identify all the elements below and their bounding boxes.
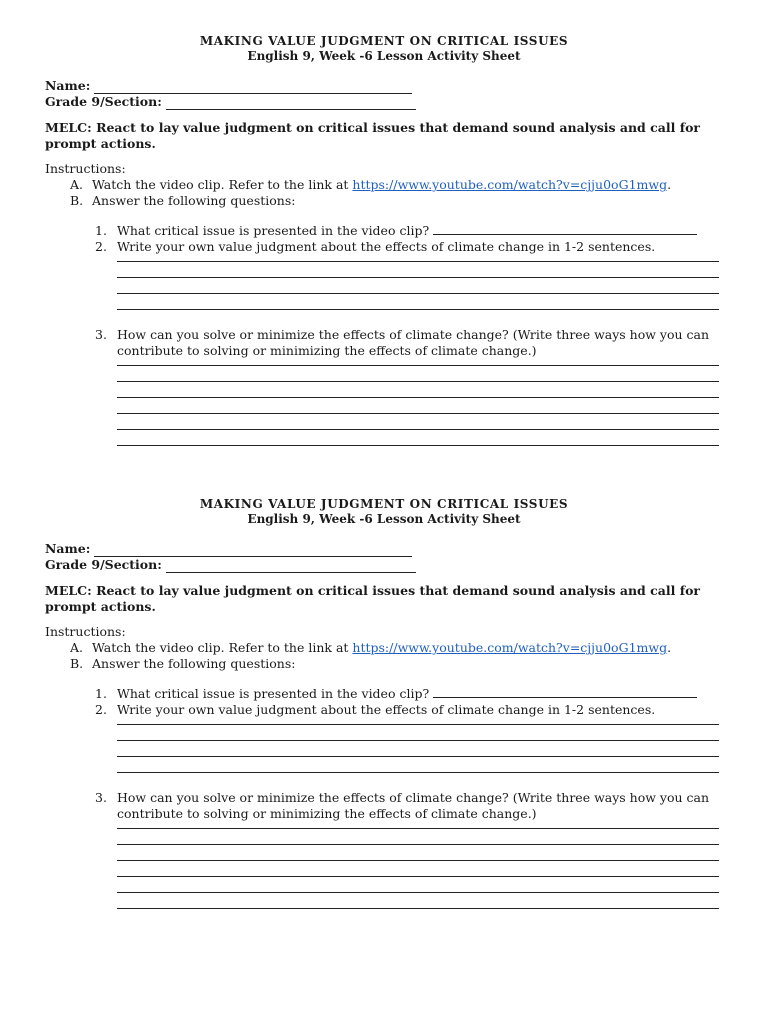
step-a-marker: A. [70, 177, 84, 192]
answer-line[interactable] [117, 740, 719, 741]
step-a-marker: A. [70, 640, 84, 655]
question-3-number: 3. [95, 790, 107, 805]
question-2-number: 2. [95, 702, 107, 717]
question-1 [0, 223, 768, 239]
sheet-title: MAKING VALUE JUDGMENT ON CRITICAL ISSUES [199, 497, 569, 511]
question-1-answer-blank[interactable] [433, 223, 697, 235]
answer-line[interactable] [117, 892, 719, 893]
video-link[interactable]: https://www.youtube.com/watch?v=cjju0oG1mwg [352, 177, 668, 192]
question-2-answer-lines[interactable] [0, 718, 768, 790]
melc-statement: MELC: React to lay value judgment on critical issues that demand sound analysis and call for prompt actions. [45, 120, 701, 151]
answer-line[interactable] [117, 365, 719, 366]
step-b-text: Answer the following questions: [92, 193, 296, 208]
answer-line[interactable] [117, 381, 719, 382]
section-label: Grade 9/Section: [45, 94, 162, 109]
activity-sheet [0, 34, 768, 459]
question-1-text: What critical issue is presented in the video clip? [117, 686, 430, 701]
name-field[interactable] [45, 78, 768, 94]
answer-line[interactable] [117, 277, 719, 278]
step-a-text: Watch the video clip. Refer to the link at [92, 640, 349, 655]
step-a-period: . [667, 640, 672, 655]
question-3-text-line-1: How can you solve or minimize the effects of climate change? (Write three ways how you can [117, 790, 710, 805]
activity-sheet [0, 497, 768, 922]
answer-line[interactable] [117, 724, 719, 725]
question-3-text-line-1: How can you solve or minimize the effects of climate change? (Write three ways how you can [117, 327, 710, 342]
question-3-answer-lines[interactable] [0, 822, 768, 922]
name-field[interactable] [45, 541, 768, 557]
instructions-label: Instructions: [45, 624, 126, 639]
melc-statement: MELC: React to lay value judgment on critical issues that demand sound analysis and call for prompt actions. [45, 583, 701, 614]
question-2-text: Write your own value judgment about the effects of climate change in 1-2 sentences. [117, 702, 656, 717]
step-b-marker: B. [70, 656, 84, 671]
answer-line[interactable] [117, 309, 719, 310]
name-blank[interactable] [94, 82, 412, 94]
step-b [0, 193, 768, 209]
step-a-period: . [667, 177, 672, 192]
question-1-answer-blank[interactable] [433, 686, 697, 698]
answer-line[interactable] [117, 756, 719, 757]
answer-line[interactable] [117, 413, 719, 414]
answer-line[interactable] [117, 261, 719, 262]
step-b [0, 656, 768, 672]
question-2-answer-lines[interactable] [0, 255, 768, 327]
question-2-text: Write your own value judgment about the effects of climate change in 1-2 sentences. [117, 239, 656, 254]
question-2-number: 2. [95, 239, 107, 254]
answer-line[interactable] [117, 397, 719, 398]
question-3-text-line-2: contribute to solving or minimizing the effects of climate change.) [117, 806, 537, 821]
answer-line[interactable] [117, 429, 719, 430]
answer-line[interactable] [117, 908, 719, 909]
sheet-title: MAKING VALUE JUDGMENT ON CRITICAL ISSUES [199, 34, 569, 48]
question-2 [0, 239, 768, 255]
name-label: Name: [45, 78, 91, 93]
section-blank[interactable] [166, 561, 416, 573]
step-a [0, 177, 768, 193]
question-3 [0, 790, 768, 822]
answer-line[interactable] [117, 828, 719, 829]
sheet-subtitle: English 9, Week -6 Lesson Activity Sheet [247, 49, 521, 63]
question-3-answer-lines[interactable] [0, 359, 768, 459]
question-1-number: 1. [95, 223, 107, 238]
question-1-number: 1. [95, 686, 107, 701]
name-blank[interactable] [94, 545, 412, 557]
step-a [0, 640, 768, 656]
instructions-label: Instructions: [45, 161, 126, 176]
answer-line[interactable] [117, 293, 719, 294]
question-3-number: 3. [95, 327, 107, 342]
answer-line[interactable] [117, 772, 719, 773]
video-link[interactable]: https://www.youtube.com/watch?v=cjju0oG1mwg [352, 640, 668, 655]
question-3 [0, 327, 768, 359]
answer-line[interactable] [117, 876, 719, 877]
section-label: Grade 9/Section: [45, 557, 162, 572]
sheet-subtitle: English 9, Week -6 Lesson Activity Sheet [247, 512, 521, 526]
section-blank[interactable] [166, 98, 416, 110]
question-1 [0, 686, 768, 702]
section-field[interactable] [45, 557, 768, 573]
answer-line[interactable] [117, 860, 719, 861]
step-a-text: Watch the video clip. Refer to the link at [92, 177, 349, 192]
section-field[interactable] [45, 94, 768, 110]
question-1-text: What critical issue is presented in the video clip? [117, 223, 430, 238]
question-3-text-line-2: contribute to solving or minimizing the effects of climate change.) [117, 343, 537, 358]
answer-line[interactable] [117, 844, 719, 845]
step-b-text: Answer the following questions: [92, 656, 296, 671]
step-b-marker: B. [70, 193, 84, 208]
answer-line[interactable] [117, 445, 719, 446]
question-2 [0, 702, 768, 718]
name-label: Name: [45, 541, 91, 556]
